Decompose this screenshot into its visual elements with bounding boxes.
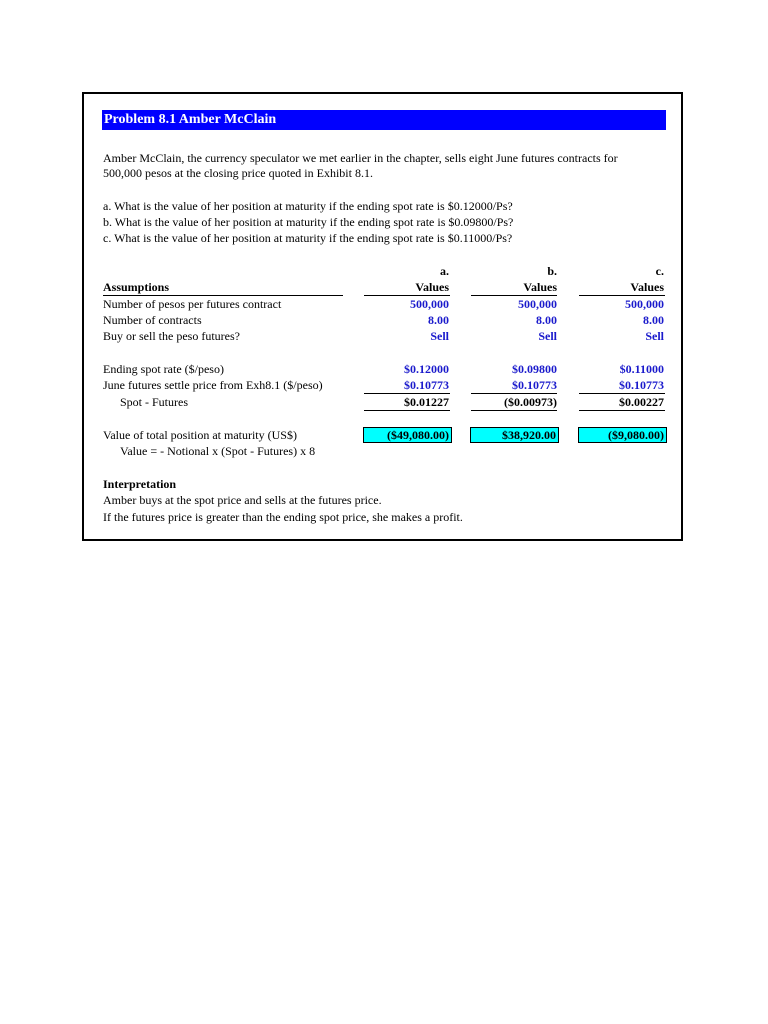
question-a: a. What is the value of her position at maturity if the ending spot rate is $0.12000/Ps? [103,199,513,213]
question-b: b. What is the value of her position at maturity if the ending spot rate is $0.09800/Ps? [103,215,514,229]
row-buysell-c: Sell [645,329,664,343]
row-label-diff: Spot - Futures [120,395,189,409]
row-spot-a: $0.12000 [404,362,449,376]
row-buysell-a: Sell [430,329,449,343]
row-contracts-b: 8.00 [536,313,557,327]
problem-frame [82,92,683,541]
col-header-c: Values [630,280,664,294]
interpretation-heading: Interpretation [103,477,177,491]
interpretation-line-1: Amber buys at the spot price and sells at the futures price. [103,493,382,507]
row-contracts-c: 8.00 [643,313,664,327]
row-label-value: Value of total position at maturity (US$) [103,428,297,442]
row-label-buysell: Buy or sell the peso futures? [103,329,240,343]
row-futures-b: $0.10773 [512,378,557,392]
intro-line-1: Amber McClain, the currency speculator we met earlier in the chapter, sells eight June futures contracts for [103,151,618,165]
value-result-c: ($9,080.00) [578,427,667,443]
row-spot-c: $0.11000 [619,362,664,376]
row-diff-c: $0.00227 [619,395,664,409]
value-result-b: $38,920.00 [470,427,559,443]
col-letter-b: b. [547,264,557,278]
row-contracts-a: 8.00 [428,313,449,327]
row-label-pesos: Number of pesos per futures contract [103,297,282,311]
row-label-contracts: Number of contracts [103,313,202,327]
col-letter-a: a. [440,264,449,278]
row-futures-c: $0.10773 [619,378,664,392]
diff-rule-c [579,410,665,411]
col-header-b: Values [523,280,557,294]
row-pesos-c: 500,000 [625,297,664,311]
col-header-a: Values [415,280,449,294]
row-pesos-a: 500,000 [410,297,449,311]
diff-rule-b [471,410,557,411]
diff-rule-a [364,410,450,411]
row-pesos-b: 500,000 [518,297,557,311]
problem-title: Problem 8.1 Amber McClain [102,110,666,130]
question-c: c. What is the value of her position at maturity if the ending spot rate is $0.11000/Ps? [103,231,513,245]
interpretation-line-2: If the futures price is greater than the ending spot price, she makes a profit. [103,510,463,524]
row-diff-b: ($0.00973) [504,395,557,409]
row-futures-a: $0.10773 [404,378,449,392]
row-label-futures: June futures settle price from Exh8.1 ($/peso) [103,378,323,392]
value-result-a: ($49,080.00) [363,427,452,443]
row-diff-a: $0.01227 [404,395,449,409]
intro-line-2: 500,000 pesos at the closing price quoted in Exhibit 8.1. [103,166,373,180]
row-label-spot: Ending spot rate ($/peso) [103,362,224,376]
row-spot-b: $0.09800 [512,362,557,376]
col-letter-c: c. [655,264,664,278]
assumptions-heading: Assumptions [103,280,170,294]
value-formula: Value = - Notional x (Spot - Futures) x 8 [120,444,316,458]
row-buysell-b: Sell [538,329,557,343]
